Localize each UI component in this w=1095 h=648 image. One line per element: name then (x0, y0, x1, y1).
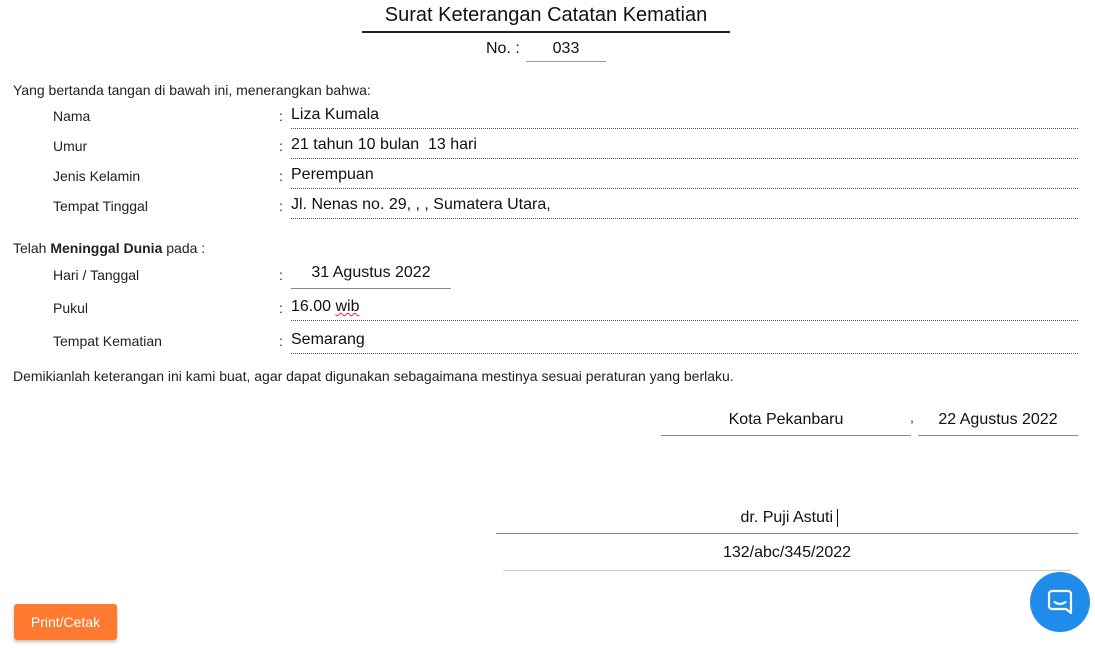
colon: : (279, 333, 283, 349)
signer-id-field[interactable]: 132/abc/345/2022 (503, 544, 1071, 571)
number-value-field[interactable]: 033 (526, 40, 606, 62)
text-caret (837, 509, 838, 527)
closing-text: Demikianlah keterangan ini kami buat, agar dapat digunakan sebagaimana mestinya sesuai peraturan yang berlaku. (13, 368, 734, 384)
death-intro-prefix: Telah (13, 240, 51, 256)
death-date-label: Hari / Tanggal (53, 267, 140, 283)
death-time-label: Pukul (53, 300, 89, 316)
death-place-field[interactable]: Semarang (291, 331, 1078, 354)
sign-date-field[interactable]: 22 Agustus 2022 (918, 411, 1078, 436)
signer-name: dr. Puji Astuti (740, 509, 833, 527)
colon: : (279, 267, 283, 283)
death-date-field[interactable]: 31 Agustus 2022 (291, 264, 451, 289)
death-time-field[interactable] (291, 298, 1078, 321)
death-time-number: 16.00 (291, 298, 332, 315)
death-time-unit: wib (335, 298, 360, 315)
colon: : (279, 300, 283, 316)
address-field[interactable]: Jl. Nenas no. 29, , , Sumatera Utara, (291, 196, 1078, 219)
death-place-label: Tempat Kematian (53, 333, 162, 349)
death-intro (13, 240, 205, 256)
age-label: Umur (53, 138, 88, 154)
colon: : (279, 108, 283, 124)
number-label: No. : (486, 40, 520, 57)
gender-label: Jenis Kelamin (53, 168, 141, 184)
colon: : (279, 138, 283, 154)
sign-separator: , (910, 409, 914, 425)
document-title: Surat Keterangan Catatan Kematian (362, 4, 730, 33)
gender-field[interactable]: Perempuan (291, 166, 1078, 189)
age-field[interactable]: 21 tahun 10 bulan 13 hari (291, 136, 1078, 159)
colon: : (279, 168, 283, 184)
chat-widget-button[interactable] (1030, 572, 1090, 632)
name-label: Nama (53, 108, 91, 124)
colon: : (279, 198, 283, 214)
chat-bubble-icon (1045, 587, 1075, 617)
sign-city-field[interactable]: Kota Pekanbaru (661, 411, 911, 436)
death-intro-bold: Meninggal Dunia (50, 240, 163, 256)
address-label: Tempat Tinggal (53, 198, 148, 214)
death-intro-suffix: pada : (162, 240, 206, 256)
name-field[interactable]: Liza Kumala (291, 106, 1078, 129)
signer-name-field[interactable] (496, 509, 1078, 534)
intro-text: Yang bertanda tangan di bawah ini, menerangkan bahwa: (13, 82, 371, 98)
print-button[interactable]: Print/Cetak (14, 604, 117, 640)
